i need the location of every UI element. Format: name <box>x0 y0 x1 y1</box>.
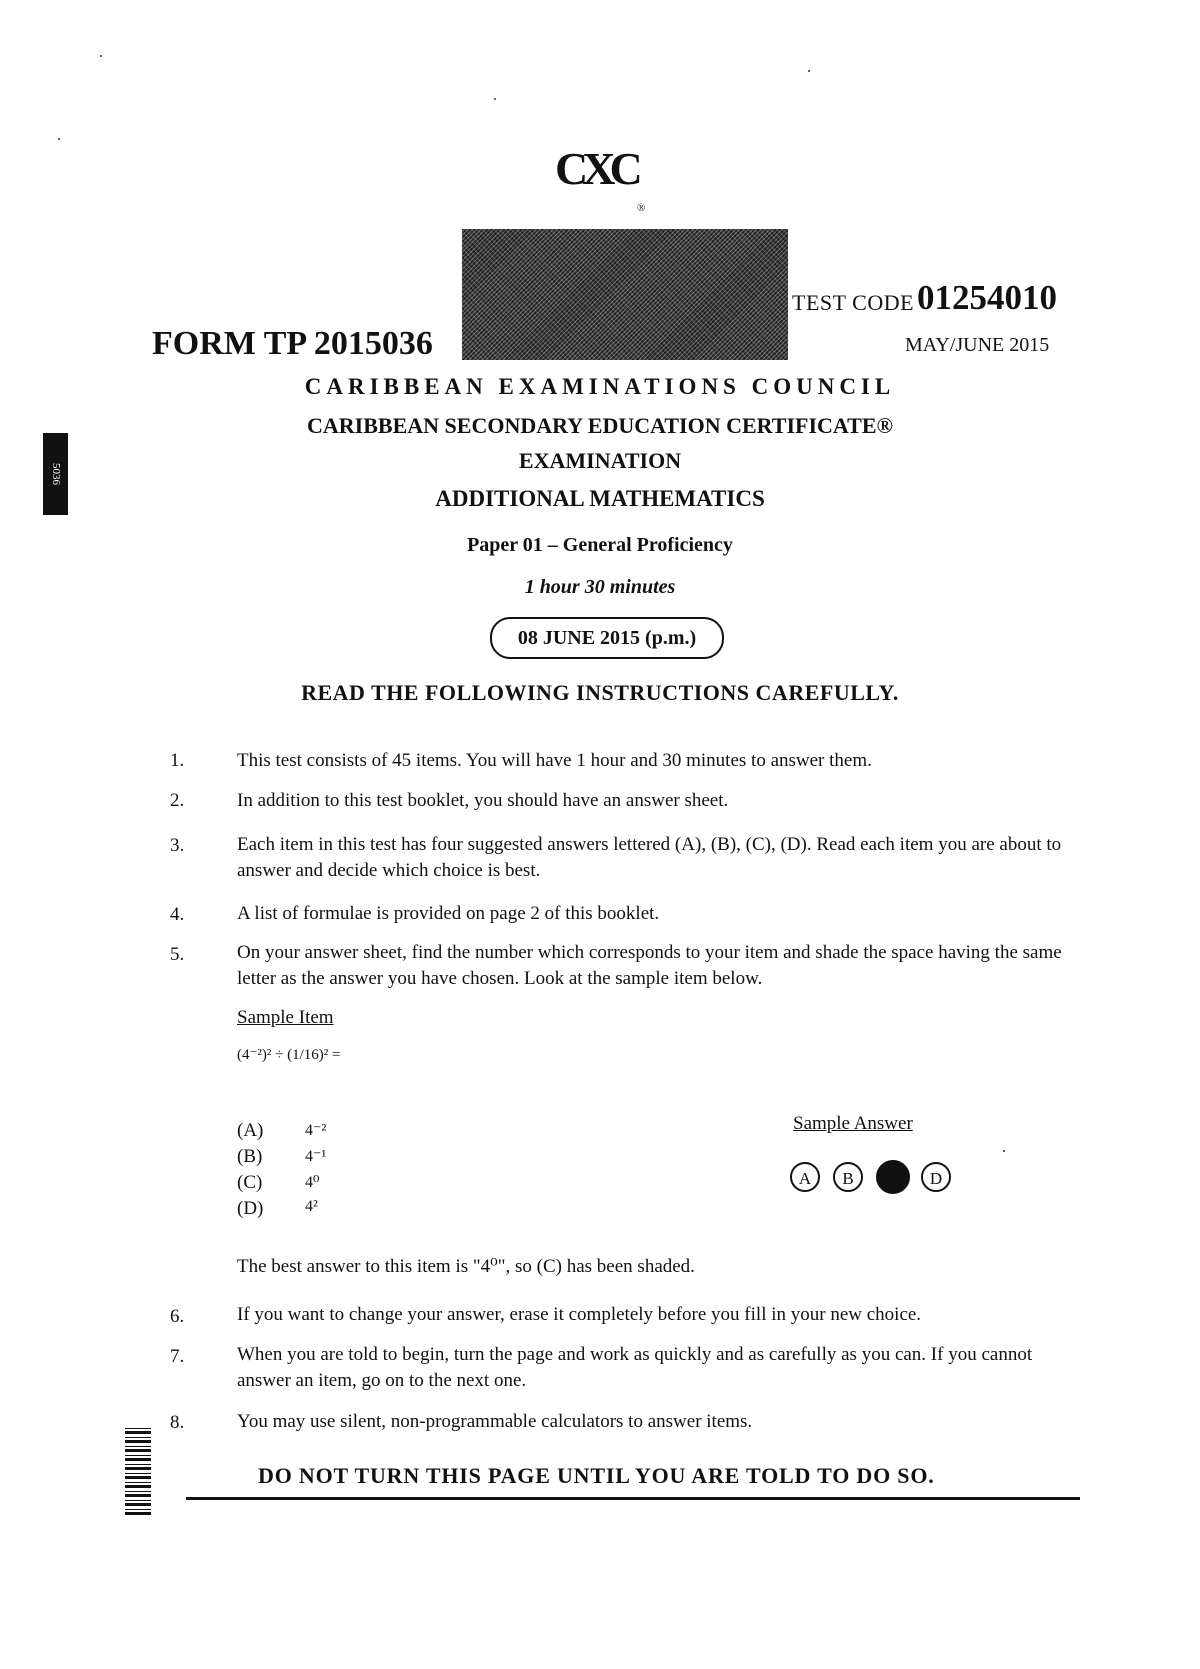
instruction-text: In addition to this test booklet, you should have an answer sheet. <box>237 790 729 811</box>
instruction-text: When you are told to begin, turn the page and work as quickly and as carefully as you can. If you cannot answer an item, go on to the next one. <box>237 1344 1033 1391</box>
logo-text: CXC <box>555 143 637 194</box>
footer-warning: DO NOT TURN THIS PAGE UNTIL YOU ARE TOLD TO DO SO. <box>258 1463 935 1488</box>
scan-speck <box>1003 1150 1005 1152</box>
option-value: 4⁻¹ <box>305 1148 327 1165</box>
instruction-text: This test consists of 45 items. You will have 1 hour and 30 minutes to answer them. <box>237 750 872 771</box>
instruction-number: 8. <box>170 1412 185 1433</box>
side-tab: 5036 <box>43 433 68 515</box>
option-letter: (B) <box>237 1146 263 1167</box>
instruction-number: 4. <box>170 904 185 925</box>
instruction-number: 5. <box>170 944 185 965</box>
instruction-number: 2. <box>170 790 185 811</box>
answer-bubble-c-shaded <box>876 1160 910 1194</box>
security-stamp <box>462 229 788 360</box>
registered-mark: ® <box>637 202 646 214</box>
test-code-label: TEST CODE <box>792 290 915 315</box>
duration: 1 hour 30 minutes <box>524 576 676 598</box>
paper-title: Paper 01 – General Proficiency <box>467 534 733 556</box>
scan-speck <box>494 98 496 100</box>
option-value: 4⁻² <box>305 1122 327 1139</box>
footer-rule <box>186 1497 1080 1500</box>
sample-item-heading: Sample Item <box>237 1007 334 1028</box>
instruction-text: Each item in this test has four suggested answers lettered (A), (B), (C), (D). Read each item you are about to answer and decide which choice is best. <box>237 834 1062 881</box>
instruction-text: You may use silent, non-programmable calculators to answer items. <box>237 1411 753 1432</box>
scan-speck <box>100 55 102 57</box>
barcode <box>125 1425 151 1515</box>
sample-answer-heading: Sample Answer <box>793 1113 913 1134</box>
scan-speck <box>808 70 810 72</box>
form-number: FORM TP 2015036 <box>152 325 433 362</box>
answer-bubble-a: A <box>790 1162 820 1192</box>
instructions-heading: READ THE FOLLOWING INSTRUCTIONS CAREFULLY. <box>301 680 899 705</box>
instruction-number: 6. <box>170 1306 185 1327</box>
option-value: 4² <box>305 1198 318 1215</box>
instruction-text: A list of formulae is provided on page 2 of this booklet. <box>237 903 660 924</box>
sample-explanation: The best answer to this item is "4⁰", so (C) has been shaded. <box>237 1256 695 1277</box>
option-letter: (D) <box>237 1198 264 1219</box>
exam-date: 08 JUNE 2015 (p.m.) <box>490 617 724 659</box>
exam-session: MAY/JUNE 2015 <box>905 334 1050 356</box>
council-title: CARIBBEAN EXAMINATIONS COUNCIL <box>304 374 896 399</box>
instruction-number: 1. <box>170 750 185 771</box>
instruction-text: On your answer sheet, find the number which corresponds to your item and shade the space having the same letter as the answer you have chosen. Look at the sample item below. <box>237 942 1062 989</box>
option-letter: (A) <box>237 1120 264 1141</box>
certificate-title: CARIBBEAN SECONDARY EDUCATION CERTIFICATE® <box>307 413 893 438</box>
answer-bubble-b: B <box>833 1162 863 1192</box>
subject-title: ADDITIONAL MATHEMATICS <box>435 486 765 511</box>
scan-speck <box>58 138 60 140</box>
instruction-number: 7. <box>170 1346 185 1367</box>
answer-bubble-d: D <box>921 1162 951 1192</box>
examination-title: EXAMINATION <box>518 448 682 473</box>
sample-formula: (4⁻²)² ÷ (1/16)² = <box>237 1047 341 1063</box>
option-value: 4⁰ <box>305 1174 320 1191</box>
test-code: 01254010 <box>917 278 1057 317</box>
instruction-text: If you want to change your answer, erase it completely before you fill in your new choice. <box>237 1304 922 1325</box>
instruction-number: 3. <box>170 835 185 856</box>
option-letter: (C) <box>237 1172 263 1193</box>
cxc-logo <box>555 140 645 220</box>
